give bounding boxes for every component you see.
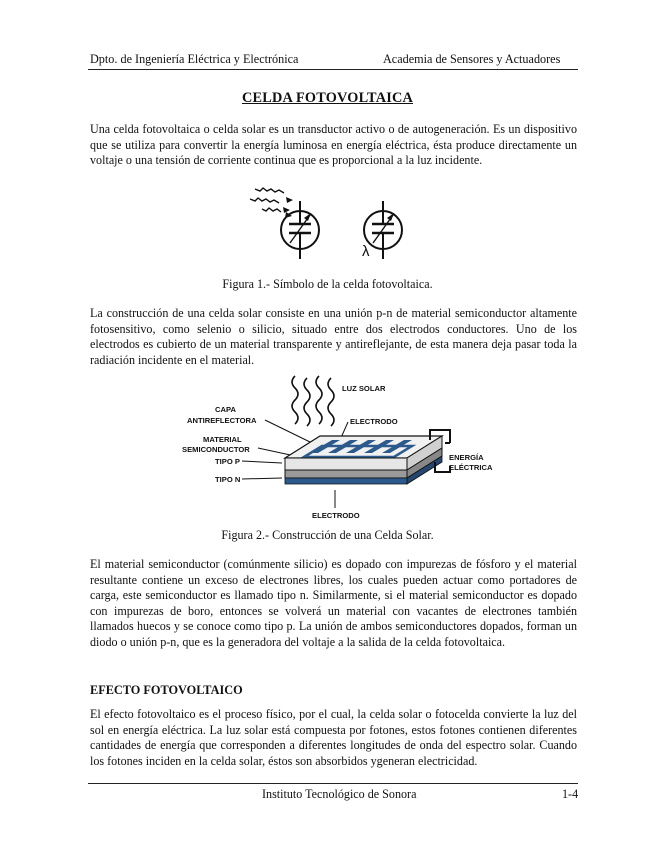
figure-2-caption: Figura 2.- Construcción de una Celda Solar. <box>221 528 434 542</box>
label-luz-solar: LUZ SOLAR <box>342 384 386 393</box>
label-tipo-p: TIPO P <box>215 457 240 466</box>
label-electrodo-top: ELECTRODO <box>350 417 398 426</box>
footer-institution: Instituto Tecnológico de Sonora <box>262 787 417 801</box>
photocell-symbol-right <box>364 201 402 259</box>
header-department: Dpto. de Ingeniería Eléctrica y Electrónica <box>90 52 299 66</box>
page-number: 1-4 <box>562 787 579 801</box>
label-capa: CAPA <box>215 405 236 414</box>
label-antireflectora: ANTIREFLECTORA <box>187 416 257 425</box>
figure-1-caption: Figura 1.- Símbolo de la celda fotovoltaica. <box>222 277 433 291</box>
label-energia: ENERGÍA <box>449 453 484 462</box>
page-title: CELDA FOTOVOLTAICA <box>241 90 414 106</box>
construction-paragraph: La construcción de una celda solar consiste en una unión p-n de material semiconductor altamente fotosensitivo, como selenio o silicio, situado entre dos electrodos conductores. Uno de los electrodos es cubierto de un material transparente y antireflejante, de esta manera deja pasar toda la radiación incidente en el material. <box>90 306 577 367</box>
figure-2-solar-cell <box>160 370 510 525</box>
photovoltaic-effect-paragraph: El efecto fotovoltaico es el proceso físico, por el cual, la celda solar o fotocelda convierte la luz del sol en energía eléctrica. La luz solar está compuesta por fotones, estos fotones contienen diferentes cantidades de energía que corresponden a diferentes longitudes de onda del espectro solar. Cuando los fotones inciden en la celda solar, éstos son absorbidos ygeneran electricidad. <box>90 707 577 768</box>
label-tipo-n: TIPO N <box>215 475 241 484</box>
sunlight-waves <box>292 376 334 426</box>
label-semiconductor: SEMICONDUCTOR <box>182 445 250 454</box>
label-material: MATERIAL <box>203 435 242 444</box>
doping-paragraph: El material semiconductor (comúnmente silicio) es dopado con impurezas de fósforo y el material resultante contiene un exceso de electrones libres, los cuales pueden actuar como portadores de carga, este semiconductor es llamado tipo n. Similarmente, si el material semiconductor es dopado con impurezas de boro, entonces se volverá un material con vacantes de electrones también llamados huecos y se conoce como tipo p. La unión de ambos semiconductores dopados, forman un diodo o unión p-n, que es la generadora del voltaje a la salida de la celda fotovoltaica. <box>90 557 577 649</box>
n-layer-front <box>285 470 407 478</box>
bottom-electrode-front <box>285 478 407 484</box>
header-academy: Academia de Sensores y Actuadores <box>383 52 561 66</box>
p-layer-front <box>285 458 407 470</box>
intro-paragraph: Una celda fotovoltaica o celda solar es un transductor activo o de autogeneración. Es un dispositivo que se utiliza para convertir la energía luminosa en energía eléctrica, ésta produce directamente un voltaje o una tensión de corriente continua que es proporcional a la luz incidente. <box>90 122 577 168</box>
figure-1-symbols <box>240 183 420 268</box>
lambda-symbol: λ <box>362 243 370 260</box>
section-heading: EFECTO FOTOVOLTAICO <box>90 683 243 697</box>
label-electrodo-bottom: ELECTRODO <box>312 511 360 520</box>
cell-layers <box>285 436 442 484</box>
label-electrica: ELÉCTRICA <box>449 463 493 472</box>
header-rule <box>88 69 578 70</box>
incident-light-rays <box>250 188 293 218</box>
footer-rule <box>88 783 578 784</box>
